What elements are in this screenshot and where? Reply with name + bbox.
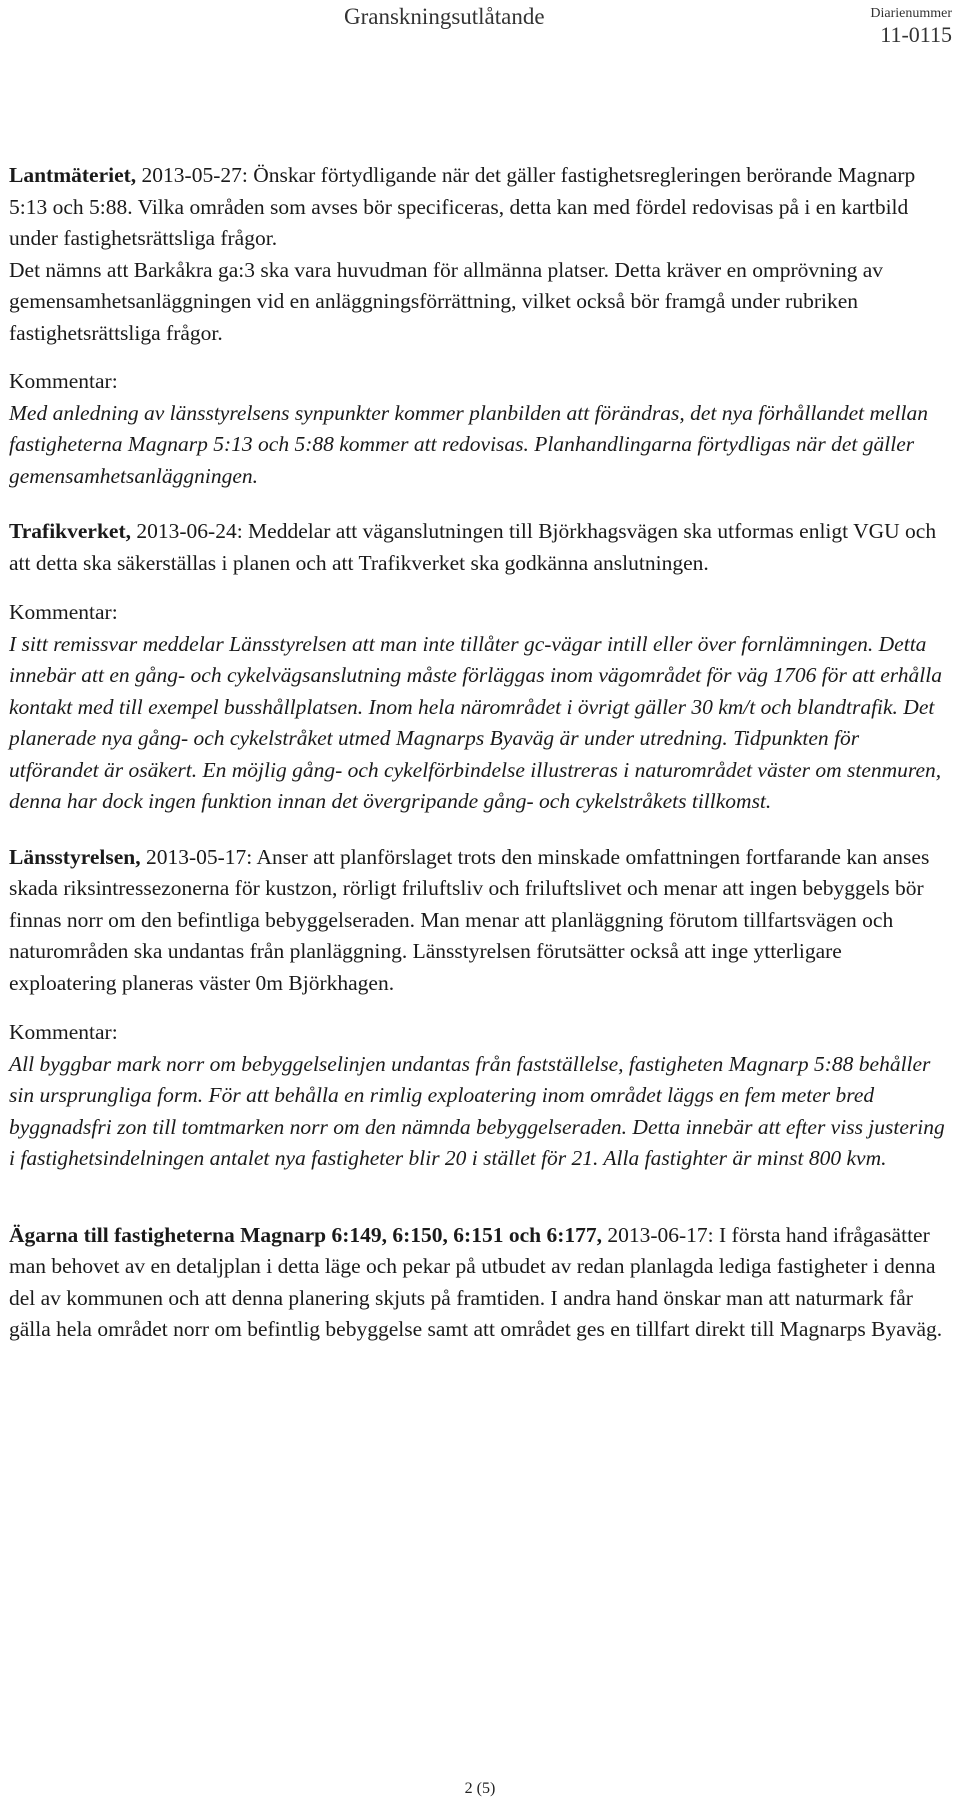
section-trafikverket [9,516,949,818]
diarie-label: Diarienummer [870,6,952,21]
statement-text: 2013-05-27: Önskar förtydligande när det gäller fastighetsregleringen berörande Magnarp 5:13 och 5:88. Vilka områden som avses bör specificeras, detta kan med fördel redovisas på i en kartbild under fastighetsrättsliga frågor. [9,163,916,250]
sender-name: Ägarna till fastigheterna Magnarp 6:149, 6:150, 6:151 och 6:177, [9,1222,602,1247]
statement-agarna [9,1220,949,1346]
statement-text: 2013-05-17: Anser att planförslaget trots den minskade omfattningen fortfarande kan anses skada riksintressezonerna för kustzon, rörligt friluftsliv och friluftslivet och menar att ingen bebyggels bör finnas norr om den befintliga bebyggelseraden. Man menar att planläggning förutom tillfartsvägen och naturområden ska undantas från planläggning. Länsstyrelsen förutsätter också att inge ytterligare exploatering planeras väster 0m Björkhagen. [9,844,930,995]
comment-label: Kommentar: [9,1020,118,1044]
section-lansstyrelsen [9,842,949,1175]
page-number: 2 (5) [464,1780,496,1797]
statement-text-continued: Det nämns att Barkåkra ga:3 ska vara huvudman för allmänna platser. Detta kräver en omprövning av gemensamhetsanläggningen vid en anläggningsförrättning, vilket också bör framgå under rubriken fastighetsrättsliga frågor. [9,257,884,345]
comment-label: Kommentar: [9,369,118,393]
statement-text: 2013-06-17: I första hand ifrågasätter man behovet av en detaljplan i detta läge och pekar på utbudet av redan planlagda lediga fastigheter i denna del av kommunen och att denna planering skjuts på framtiden. I andra hand önskar man att naturmark får gälla hela området norr om befintlig bebyggelse samt att området ges en tillfart direkt till Magnarps Byaväg. [9,1222,943,1341]
comment-label: Kommentar: [9,600,118,624]
sender-name: Lantmäteriet, [9,163,137,187]
section-agarna [9,1220,949,1346]
statement-lansstyrelsen [9,842,949,1000]
document-body [9,160,949,1346]
page-header [0,0,960,60]
comment-text: All byggbar mark norr om bebyggelselinjen undantas från fastställelse, fastigheten Magnarp 5:88 behåller sin ursprungliga form. För att behålla en rimlig exploatering inom området läggs en fem meter bred byggnadsfri zon till tomtmarken norr om den nämnda bebyggelseraden. Detta innebär att efter viss justering i fastighetsindelningen antalet nya fastigheter blir 20 i stället för 21. Alla fastighter är minst 800 kvm. [9,1051,945,1170]
comment-text: I sitt remissvar meddelar Länsstyrelsen att man inte tillåter gc-vägar intill eller över fornlämningen. Detta innebär att en gång- och cykelvägsanslutning måste förläggas inom vägområdet för väg 1706 för att erhålla kontakt med till exempel busshållplatsen. Inom hela närområdet i övrigt gäller 30 km/t och blandtrafik. Det planerade nya gång- och cykelstråket utmed Magnarps Byaväg är under utredning. Tidpunkten för utförandet är osäkert. En möjlig gång- och cykelförbindelse illustreras i naturområdet väster om stenmuren, denna har dock ingen funktion innan det övergripande gång- och cykelstråkets tillkomst. [9,631,942,813]
sender-name: Länsstyrelsen, [9,844,141,869]
statement-trafikverket [9,516,949,579]
sender-name: Trafikverket, [9,519,131,543]
diarie-number: 11-0115 [880,22,952,47]
document-title: Granskningsutlåtande [344,4,545,29]
section-lantmateriet [9,160,949,492]
comment-text: Med anledning av länsstyrelsens synpunkter kommer planbilden att förändras, det nya förhållandet mellan fastigheterna Magnarp 5:13 och 5:88 kommer att redovisas. Planhandlingarna förtydligas när det gäller gemensamhetsanläggningen. [9,400,929,488]
statement-lantmateriet [9,160,949,255]
statement-text: 2013-06-24: Meddelar att väganslutningen till Björkhagsvägen ska utformas enligt VGU och att detta ska säkerställas i planen och att Trafikverket ska godkänna anslutningen. [9,519,937,575]
